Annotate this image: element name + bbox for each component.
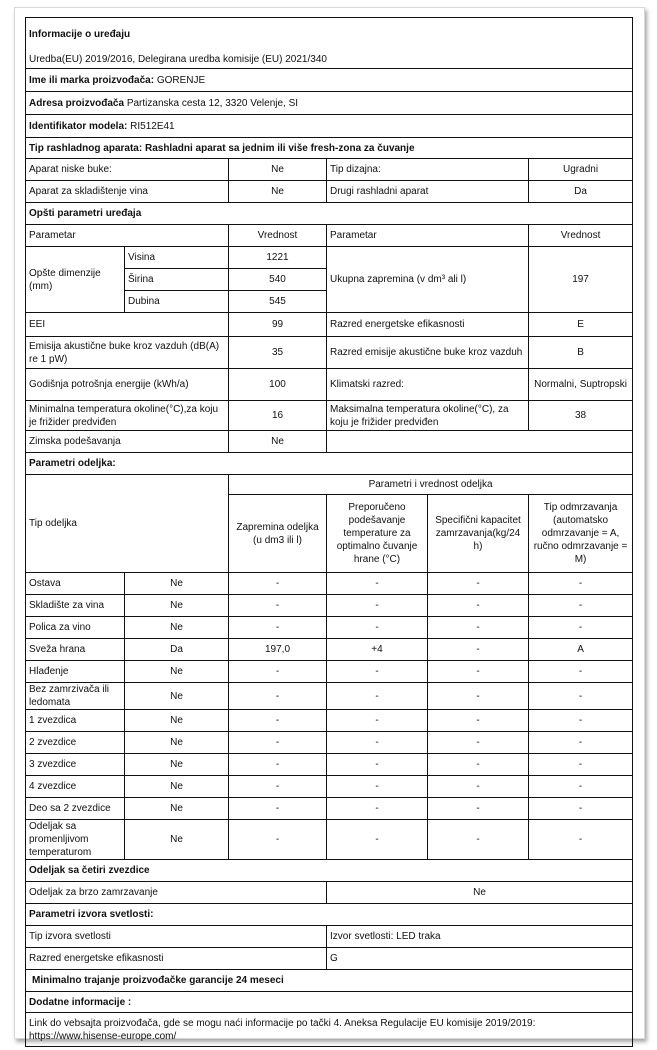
- compartment-present: Da: [125, 639, 229, 661]
- param-label-2: Maksimalna temperatura okoline(°C), za koju je frižider predviđen: [327, 401, 529, 431]
- compartment-volume: -: [229, 595, 327, 617]
- general-row: [26, 401, 633, 431]
- model-value: RI512E41: [130, 120, 175, 132]
- compartment-temp: -: [327, 710, 428, 732]
- compartment-capacity: -: [428, 683, 529, 710]
- compartment-volume: -: [229, 732, 327, 754]
- param-label: Godišnja potrošnja energije (kWh/a): [26, 369, 229, 401]
- compartment-row: [26, 617, 633, 639]
- manufacturer-link[interactable]: https://www.hisense-europe.com/: [29, 1030, 177, 1042]
- param-value-2: B: [529, 337, 633, 369]
- light-class-label: Razred energetske efikasnosti: [26, 948, 327, 970]
- compartment-capacity: -: [428, 754, 529, 776]
- param-value: 35: [229, 337, 327, 369]
- compartment-temp: -: [327, 661, 428, 683]
- compartment-capacity: -: [428, 820, 529, 860]
- column-header: Zapremina odeljka (u dm3 ili l): [229, 495, 327, 573]
- compartment-name: 1 zvezdica: [26, 710, 125, 732]
- section-title-four-star: Odeljak sa četiri zvezdice: [26, 860, 633, 882]
- compartment-present: Ne: [125, 617, 229, 639]
- general-row: [26, 337, 633, 369]
- dimension-label: Visina: [125, 247, 229, 269]
- section-title-additional: Dodatne informacije :: [26, 992, 633, 1013]
- total-volume-value: 197: [529, 247, 633, 313]
- compartment-defrost: -: [529, 617, 633, 639]
- basic-label: Aparat za skladištenje vina: [26, 181, 229, 203]
- param-value-2: E: [529, 313, 633, 337]
- compartment-volume: -: [229, 573, 327, 595]
- param-value: Ne: [229, 431, 327, 453]
- general-row: [26, 369, 633, 401]
- address-label: Adresa proizvođača: [29, 97, 125, 109]
- compartment-name: Deo sa 2 zvezdice: [26, 798, 125, 820]
- compartment-capacity: -: [428, 639, 529, 661]
- compartment-defrost: -: [529, 820, 633, 860]
- param-value: 16: [229, 401, 327, 431]
- compartment-volume: -: [229, 754, 327, 776]
- light-type-label: Tip izvora svetlosti: [26, 926, 327, 948]
- model-row: [26, 115, 633, 138]
- general-header-row: [26, 225, 633, 247]
- compartment-name: Bez zamrzivača ili ledomata: [26, 683, 125, 710]
- compartment-name: Odeljak sa promenljivom temperaturom: [26, 820, 125, 860]
- compartment-present: Ne: [125, 595, 229, 617]
- column-header: Parametar: [26, 225, 229, 247]
- compartment-temp: -: [327, 798, 428, 820]
- compartment-defrost: -: [529, 798, 633, 820]
- compartment-row: [26, 573, 633, 595]
- compartment-row: [26, 639, 633, 661]
- compartment-name: 4 zvezdice: [26, 776, 125, 798]
- fast-freeze-label: Odeljak za brzo zamrzavanje: [26, 882, 327, 904]
- compartment-present: Ne: [125, 661, 229, 683]
- param-value: 99: [229, 313, 327, 337]
- fast-freeze-value: Ne: [327, 882, 633, 904]
- compartment-defrost: -: [529, 754, 633, 776]
- compartment-capacity: -: [428, 595, 529, 617]
- basic-label-2: Tip dizajna:: [327, 159, 529, 181]
- compartment-temp: -: [327, 754, 428, 776]
- compartment-defrost: A: [529, 639, 633, 661]
- param-value-2: 38: [529, 401, 633, 431]
- additional-info: [26, 1013, 633, 1047]
- general-row: [26, 313, 633, 337]
- compartment-defrost: -: [529, 573, 633, 595]
- compartment-volume: -: [229, 710, 327, 732]
- section-title-compartments: Parametri odeljka:: [26, 453, 633, 475]
- compartment-volume: -: [229, 683, 327, 710]
- compartment-defrost: -: [529, 732, 633, 754]
- basic-row: [26, 159, 633, 181]
- compartment-group-header: Parametri i vrednost odeljka: [229, 475, 633, 495]
- basic-value-2: Da: [529, 181, 633, 203]
- appliance-type-row: [26, 138, 633, 159]
- appliance-type-value: Rashladni aparat sa jednim ili više fresh-zona za čuvanje: [144, 142, 415, 154]
- address-row: [26, 92, 633, 115]
- compartment-temp: -: [327, 573, 428, 595]
- compartment-defrost: -: [529, 776, 633, 798]
- compartment-volume: -: [229, 776, 327, 798]
- warranty-text: Minimalno trajanje proizvođačke garancije 24 meseci: [26, 970, 633, 992]
- column-header: Tip odmrzavanja (automatsko odmrzavanje = A, ručno odmrzavanje = M): [529, 495, 633, 573]
- basic-label-2: Drugi rashladni aparat: [327, 181, 529, 203]
- compartment-present: Ne: [125, 798, 229, 820]
- compartment-type-header: Tip odeljka: [26, 475, 229, 573]
- compartment-present: Ne: [125, 732, 229, 754]
- brand-value: GORENJE: [156, 74, 206, 86]
- compartment-capacity: -: [428, 573, 529, 595]
- compartment-row: [26, 683, 633, 710]
- param-value-2: Normalni, Suptropski: [529, 369, 633, 401]
- section-title-general: Opšti parametri uređaja: [26, 203, 633, 225]
- compartment-temp: -: [327, 776, 428, 798]
- compartment-temp: -: [327, 683, 428, 710]
- compartment-present: Ne: [125, 820, 229, 860]
- dimension-value: 545: [229, 291, 327, 313]
- compartment-row: [26, 776, 633, 798]
- address-value: Partizanska cesta 12, 3320 Velenje, SI: [126, 97, 299, 109]
- compartment-defrost: -: [529, 595, 633, 617]
- param-label: Emisija akustične buke kroz vazduh (dB(A) re 1 pW): [26, 337, 229, 369]
- compartment-row: [26, 710, 633, 732]
- compartment-volume: -: [229, 798, 327, 820]
- basic-value: Ne: [229, 159, 327, 181]
- compartment-temp: -: [327, 732, 428, 754]
- compartment-row: [26, 798, 633, 820]
- total-volume-label: Ukupna zapremina (v dm³ ali l): [327, 247, 529, 313]
- basic-label: Aparat niske buke:: [26, 159, 229, 181]
- param-label: EEI: [26, 313, 229, 337]
- basic-row: [26, 181, 633, 203]
- compartment-temp: -: [327, 617, 428, 639]
- compartment-volume: 197,0: [229, 639, 327, 661]
- compartment-row: [26, 754, 633, 776]
- compartment-temp: -: [327, 595, 428, 617]
- compartment-temp: -: [327, 820, 428, 860]
- compartment-name: Sveža hrana: [26, 639, 125, 661]
- basic-value: Ne: [229, 181, 327, 203]
- compartment-capacity: -: [428, 798, 529, 820]
- dimension-label: Širina: [125, 269, 229, 291]
- compartment-row: [26, 820, 633, 860]
- compartment-capacity: -: [428, 776, 529, 798]
- compartment-present: Ne: [125, 573, 229, 595]
- compartment-name: Ostava: [26, 573, 125, 595]
- dimension-value: 540: [229, 269, 327, 291]
- compartment-defrost: -: [529, 661, 633, 683]
- brand-row: [26, 69, 633, 92]
- compartment-name: 2 zvezdice: [26, 732, 125, 754]
- compartment-temp: +4: [327, 639, 428, 661]
- compartment-defrost: -: [529, 683, 633, 710]
- param-label-2: Razred emisije akustične buke kroz vazduh: [327, 337, 529, 369]
- light-class-value: G: [327, 948, 633, 970]
- param-label-2: Razred energetske efikasnosti: [327, 313, 529, 337]
- compartment-name: 3 zvezdice: [26, 754, 125, 776]
- column-header: Specifični kapacitet zamrzavanja(kg/24 h): [428, 495, 529, 573]
- dimensions-label: Opšte dimenzije (mm): [26, 247, 125, 313]
- param-value: 100: [229, 369, 327, 401]
- compartment-capacity: -: [428, 710, 529, 732]
- compartment-capacity: -: [428, 617, 529, 639]
- product-info-sheet: [25, 17, 633, 1047]
- compartment-name: Hlađenje: [26, 661, 125, 683]
- compartment-defrost: -: [529, 710, 633, 732]
- compartment-present: Ne: [125, 683, 229, 710]
- compartment-capacity: -: [428, 732, 529, 754]
- model-label: Identifikator modela:: [29, 120, 128, 132]
- compartment-capacity: -: [428, 661, 529, 683]
- compartment-volume: -: [229, 617, 327, 639]
- compartment-name: Skladište za vina: [26, 595, 125, 617]
- param-label-2: [327, 431, 633, 453]
- compartment-row: [26, 661, 633, 683]
- param-label: Minimalna temperatura okoline(°C),za koju je frižider predviđen: [26, 401, 229, 431]
- compartment-present: Ne: [125, 710, 229, 732]
- column-header: Vrednost: [529, 225, 633, 247]
- compartment-row: [26, 732, 633, 754]
- dimension-label: Dubina: [125, 291, 229, 313]
- compartment-present: Ne: [125, 754, 229, 776]
- regulation-subtitle: Uredba(EU) 2019/2016, Delegirana uredba komisije (EU) 2021/340: [26, 51, 633, 69]
- compartment-row: [26, 595, 633, 617]
- compartment-name: Polica za vino: [26, 617, 125, 639]
- compartment-volume: -: [229, 820, 327, 860]
- dimension-value: 1221: [229, 247, 327, 269]
- compartment-volume: -: [229, 661, 327, 683]
- param-label-2: Klimatski razred:: [327, 369, 529, 401]
- brand-label: Ime ili marka proizvođača:: [29, 74, 155, 86]
- column-header: Preporučeno podešavanje temperature za optimalno čuvanje hrane (°C): [327, 495, 428, 573]
- additional-info-text: Link do vebsajta proizvođača, gde se mogu naći informacije po tački 4. Aneksa Regulacije EU komisije 2019/2019:: [29, 1017, 536, 1029]
- section-title-light: Parametri izvora svetlosti:: [26, 904, 633, 926]
- column-header: Parametar: [327, 225, 529, 247]
- basic-value-2: Ugradni: [529, 159, 633, 181]
- page-title: Informacije o uređaju: [26, 18, 633, 51]
- appliance-type-label: Tip rashladnog aparata:: [29, 142, 143, 154]
- compartment-present: Ne: [125, 776, 229, 798]
- param-label: Zimska podešavanja: [26, 431, 229, 453]
- general-row: [26, 431, 633, 453]
- light-type-value: Izvor svetlosti: LED traka: [327, 926, 633, 948]
- column-header: Vrednost: [229, 225, 327, 247]
